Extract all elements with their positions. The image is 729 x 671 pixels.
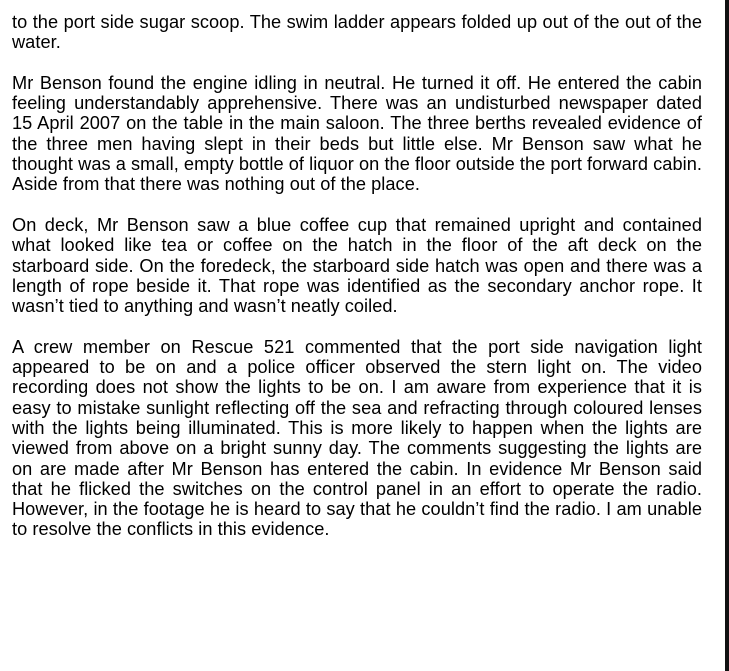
page-edge-divider: [725, 0, 729, 671]
paragraph-deck: On deck, Mr Benson saw a blue coffee cup that remained upright and contained what looked like tea or coffee on the hatch in the floor of the aft deck on the starboard side. On the foredeck, the starboard side hatch was open and there was a length of rope beside it. That rope was identified as the secondary anchor rope. It wasn’t tied to anything and wasn’t neatly coiled.: [12, 214, 702, 317]
paragraph-navigation-lights: A crew member on Rescue 521 commented that the port side navigation light appeared to be on and a police officer observed the stern light on. The video recording does not show the lights to be on. I am aware from experience that it is easy to mistake sunlight reflecting off the sea and refracting through coloured lenses with the lights being illuminated. This is more likely to happen when the lights are viewed from above on a bright sunny day. The comments suggesting the lights are on are made after Mr Benson has entered the cabin. In evidence Mr Benson said that he flicked the switches on the control panel in an effort to operate the radio. However, in the footage he is heard to say that he couldn’t find the radio. I am unable to resolve the conflicts in this evidence.: [12, 336, 702, 540]
paragraph-gap: [12, 195, 702, 215]
paragraph-engine-cabin: Mr Benson found the engine idling in neutral. He turned it off. He entered the cabin feeling understandably apprehensive. There was an undisturbed newspaper dated 15 April 2007 on the table in the main saloon. The three berths revealed evidence of the three men having slept in their beds but little else. Mr Benson saw what he thought was a small, empty bottle of liquor on the floor outside the port forward cabin. Aside from that there was nothing out of the place.: [12, 72, 702, 195]
paragraph-gap: [12, 53, 702, 73]
document-body: [12, 12, 702, 540]
paragraph-swim-ladder: to the port side sugar scoop. The swim ladder appears folded up out of the out of the water.: [12, 12, 702, 53]
paragraph-gap: [12, 316, 702, 336]
